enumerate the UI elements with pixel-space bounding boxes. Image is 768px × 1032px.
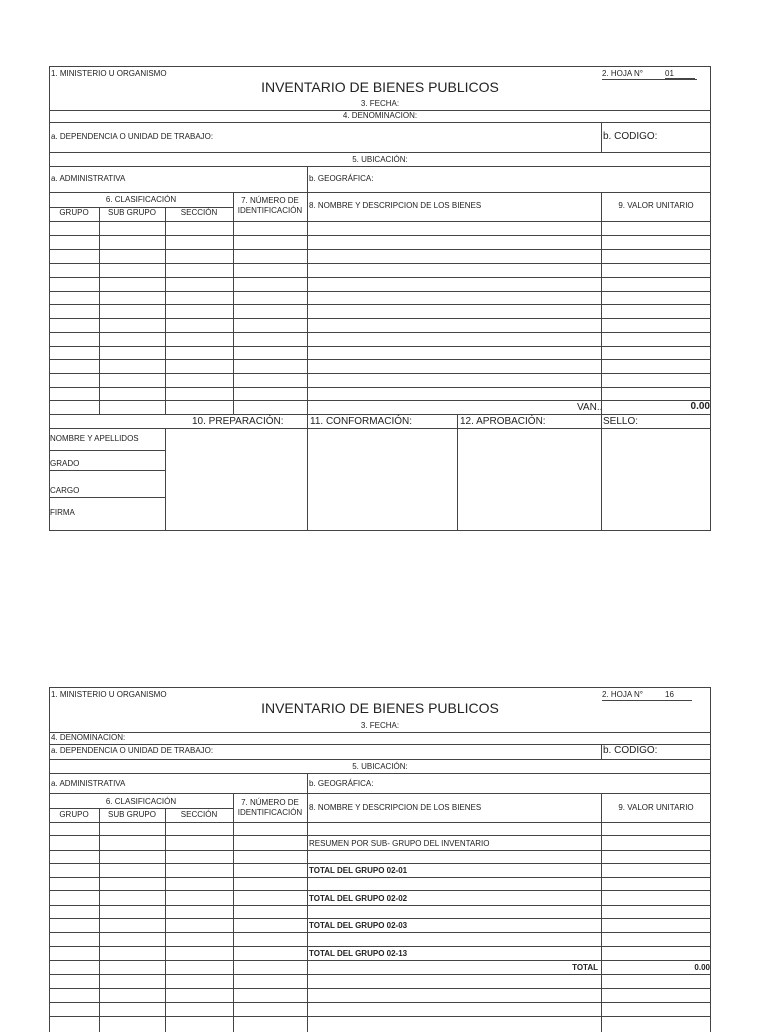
total-label: TOTAL (572, 963, 598, 972)
grid-row-line (49, 890, 711, 891)
hoja-label: 2. HOJA N° (602, 690, 643, 699)
grid-row-line (49, 974, 711, 975)
divider (49, 470, 165, 471)
resumen-label: RESUMEN POR SUB- GRUPO DEL INVENTARIO (309, 839, 490, 848)
administrativa-label: a. ADMINISTRATIVA (51, 174, 126, 183)
grid-row-line (49, 359, 711, 360)
nombre-desc-header: 8. NOMBRE Y DESCRIPCION DE LOS BIENES (309, 803, 482, 812)
form-title: INVENTARIO DE BIENES PUBLICOS (261, 79, 499, 95)
valor-unitario-header: 9. VALOR UNITARIO (618, 201, 694, 210)
conformacion-label: 11. CONFORMACIÓN: (310, 416, 413, 427)
grid-col-divider (601, 793, 602, 1032)
hoja-label: 2. HOJA N° (602, 69, 643, 78)
grid-row-line (49, 1002, 711, 1003)
divider (49, 808, 233, 809)
grid-col-divider (307, 793, 308, 1032)
codigo-label: b. CODIGO: (603, 131, 658, 142)
grid-row-line (49, 960, 711, 961)
grid-row-line (49, 850, 711, 851)
grid-row-line (49, 277, 711, 278)
divider (49, 428, 711, 429)
grid-row-line (49, 332, 711, 333)
cargo-label: CARGO (50, 486, 80, 495)
hoja-number: 16 (665, 690, 674, 699)
divider (457, 414, 458, 531)
grid-row-line (49, 822, 711, 823)
divider (49, 793, 711, 794)
grid-row-line (49, 932, 711, 933)
divider (49, 497, 165, 498)
divider (601, 122, 602, 152)
form-title: INVENTARIO DE BIENES PUBLICOS (261, 700, 499, 716)
grid-col-divider (99, 207, 100, 414)
divider (49, 152, 711, 153)
nombre-apellidos-label: NOMBRE Y APELLIDOS (50, 434, 139, 443)
geografica-label: b. GEOGRÁFICA: (309, 174, 374, 183)
aprobacion-label: 12. APROBACIÓN: (460, 416, 546, 427)
ubicacion-label: 5. UBICACIÓN: (352, 762, 408, 771)
ministerio-label: 1. MINISTERIO U ORGANISMO (51, 69, 167, 78)
grid-col-divider (307, 192, 308, 414)
grid-row-line (49, 373, 711, 374)
divider (49, 166, 711, 167)
hoja-number: 01 (665, 70, 695, 79)
total-grupo-02-01: TOTAL DEL GRUPO 02-01 (309, 866, 408, 875)
grid-row-line (49, 304, 711, 305)
clasificacion-label: 6. CLASIFICACIÓN (105, 797, 177, 806)
grid-row-line (49, 946, 711, 947)
total-grupo-02-13: TOTAL DEL GRUPO 02-13 (309, 949, 408, 958)
numero-id-header-line2: IDENTIFICACIÓN (237, 808, 303, 817)
numero-id-header-line1: 7. NÚMERO DE (241, 196, 299, 205)
grid-col-divider (99, 808, 100, 1032)
divider (165, 428, 166, 531)
grupo-header: GRUPO (59, 208, 89, 217)
grid-col-divider (165, 808, 166, 1032)
grid-row-line (49, 221, 711, 222)
divider (49, 414, 711, 415)
grid-col-divider (233, 793, 234, 1032)
grid-row-line (49, 988, 711, 989)
divider (49, 192, 711, 193)
divider (307, 166, 308, 192)
dependencia-label: a. DEPENDENCIA O UNIDAD DE TRABAJO: (51, 132, 214, 141)
van-value: 0.00 (690, 401, 710, 412)
divider (307, 414, 308, 531)
grupo-header: GRUPO (59, 810, 89, 819)
fecha-label: 3. FECHA: (360, 99, 400, 108)
codigo-label: b. CODIGO: (603, 745, 658, 756)
nombre-desc-header: 8. NOMBRE Y DESCRIPCION DE LOS BIENES (309, 201, 482, 210)
form-border-left (49, 687, 50, 1032)
grid-row-line (49, 835, 711, 836)
denominacion-label: 4. DENOMINACION: (51, 733, 126, 742)
seccion-header: SECCIÓN (180, 810, 218, 819)
subgrupo-header: SUB GRUPO (107, 208, 156, 217)
grid-col-divider (601, 192, 602, 414)
numero-id-header-line1: 7. NÚMERO DE (241, 798, 299, 807)
divider (307, 773, 308, 793)
van-label: VAN.. (577, 402, 603, 413)
divider (601, 414, 602, 531)
divider (49, 773, 711, 774)
administrativa-label: a. ADMINISTRATIVA (51, 779, 126, 788)
grid-row-line (49, 918, 711, 919)
clasificacion-label: 6. CLASIFICACIÓN (105, 195, 177, 204)
denominacion-label: 4. DENOMINACION: (342, 111, 418, 120)
firma-label: FIRMA (50, 508, 75, 517)
divider (49, 759, 711, 760)
total-grupo-02-02: TOTAL DEL GRUPO 02-02 (309, 894, 408, 903)
grid-row-line (49, 905, 711, 906)
grid-row-line (49, 346, 711, 347)
total-value: 0.00 (694, 963, 710, 972)
divider (49, 450, 165, 451)
grid-row-line (49, 863, 711, 864)
grid-col-divider (165, 207, 166, 414)
divider (49, 122, 711, 123)
valor-unitario-header: 9. VALOR UNITARIO (618, 803, 694, 812)
form-border-top (49, 687, 711, 688)
grid-row-line (49, 263, 711, 264)
ministerio-label: 1. MINISTERIO U ORGANISMO (51, 690, 167, 699)
form-border-right (710, 687, 711, 1032)
preparacion-label: 10. PREPARACIÓN: (192, 416, 284, 427)
grid-row-line (49, 877, 711, 878)
hoja-underline (602, 700, 692, 701)
grid-row-line (49, 249, 711, 250)
sello-label: SELLO: (603, 416, 639, 427)
subgrupo-header: SUB GRUPO (107, 810, 156, 819)
ubicacion-label: 5. UBICACIÓN: (352, 155, 408, 164)
dependencia-label: a. DEPENDENCIA O UNIDAD DE TRABAJO: (51, 746, 214, 755)
divider (601, 744, 602, 759)
inventory-form-sheet-2 (49, 687, 711, 1032)
geografica-label: b. GEOGRÁFICA: (309, 779, 374, 788)
grid-row-line (49, 291, 711, 292)
numero-id-header-line2: IDENTIFICACIÓN (237, 206, 303, 215)
seccion-header: SECCIÓN (180, 208, 218, 217)
divider (49, 732, 711, 733)
grid-row-line (49, 400, 711, 401)
grado-label: GRADO (50, 459, 80, 468)
hoja-underline (602, 79, 697, 80)
inventory-form-sheet-1 (49, 66, 711, 531)
grid-row-line (49, 1016, 711, 1017)
grid-col-divider (233, 192, 234, 414)
grid-row-line (49, 318, 711, 319)
fecha-label: 3. FECHA: (360, 721, 400, 730)
grid-row-line (49, 387, 711, 388)
grid-row-line (49, 235, 711, 236)
total-grupo-02-03: TOTAL DEL GRUPO 02-03 (309, 921, 408, 930)
